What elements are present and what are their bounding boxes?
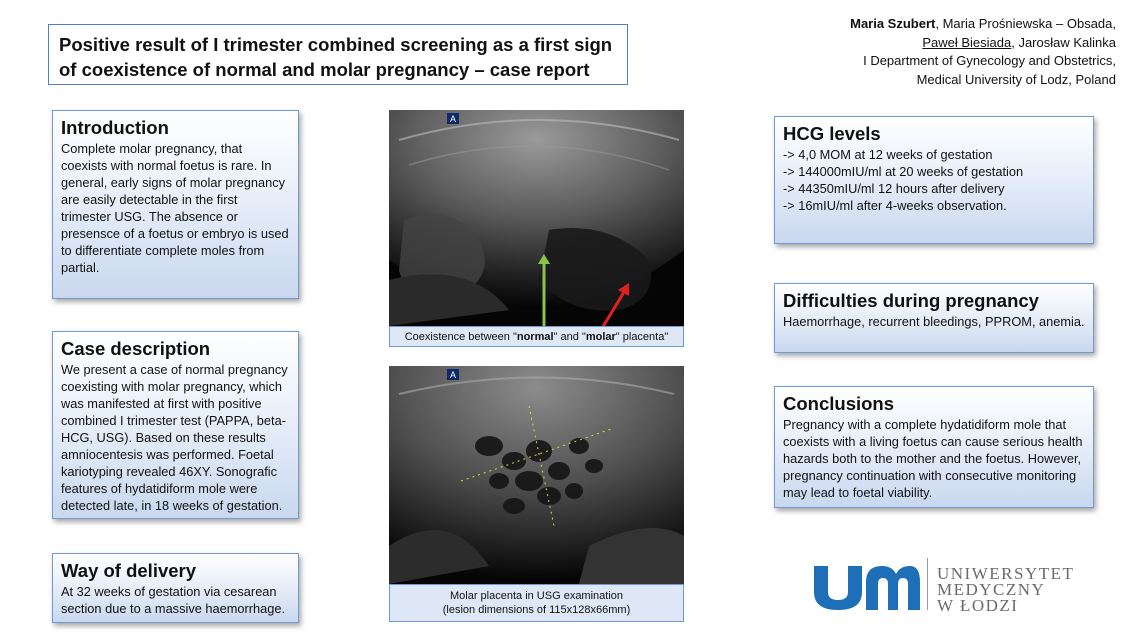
difficulties-body: Haemorrhage, recurrent bleedings, PPROM, anemia. <box>783 314 1085 329</box>
title-line-2: of coexistence of normal and molar pregnancy – case report <box>59 59 590 80</box>
logo-badge-bottom <box>447 369 459 380</box>
logo-word-2: MEDYCZNY <box>937 580 1046 599</box>
difficulties-heading: Difficulties during pregnancy <box>783 290 1039 311</box>
hcg-levels-box <box>774 116 1094 244</box>
usg-logo-glyph-bottom: A <box>449 370 457 380</box>
authors-rest-2: , Jarosław Kalinka <box>1011 34 1116 50</box>
case-description-box <box>52 331 299 519</box>
department: I Department of Gynecology and Obstetrics, <box>863 53 1116 68</box>
caption-normal-word: normal <box>516 330 554 343</box>
usg-image-molar <box>389 366 684 584</box>
authors-rest-1: , Maria Prośniewska – Obsada, <box>935 16 1116 31</box>
poster-title <box>59 32 617 82</box>
authors-block <box>696 15 1116 89</box>
university-logo <box>812 556 1092 616</box>
poster-title-box <box>48 24 628 85</box>
hcg-level-item: -> 44350mIU/ml 12 hours after delivery <box>783 181 1005 196</box>
caption-bottom-line-2: (lesion dimensions of 115x128x66mm) <box>442 604 631 616</box>
usg-logo-glyph-top: A <box>449 114 457 124</box>
title-line-1: Positive result of I trimester combined screening as a first sign <box>59 34 613 55</box>
caption-bottom-line-1: Molar placenta in USG examination <box>449 590 624 602</box>
introduction-body: Complete molar pregnancy, that coexists with normal foetus is rare. In general, early signs of molar pregnancy are easily detectable in the first trimester USG. The absence or presensce of a foetus or embryo is used to differentiate complete moles from partial. <box>61 141 289 275</box>
conclusions-heading: Conclusions <box>783 393 895 414</box>
hcg-level-item: -> 16mIU/ml after 4-weeks observation. <box>783 198 1007 213</box>
usg-caption-top: Coexistence between "normal" and "molar" placenta" <box>389 326 684 347</box>
um-monogram-icon <box>812 562 920 612</box>
conclusions-box <box>774 386 1094 508</box>
way-of-delivery-body: At 32 weeks of gestation via cesarean section due to a massive haemorrhage. <box>61 584 286 616</box>
conclusions-body: Pregnancy with a complete hydatidiform mole that coexists with a living foetus can cause serious health hazards both to the mother and the foetus. However, pregnancy continuation with consecutive monitoring may lead to foetal viability. <box>783 417 1083 500</box>
university: Medical University of Lodz, Poland <box>916 71 1116 87</box>
logo-word-1: UNIWERSYTET <box>937 564 1075 583</box>
case-description-body: We present a case of normal pregnancy coexisting with molar pregnancy, which was manifested at first with positive combined I trimester test (PAPPA, beta-HCG, USG). Based on these results amniocentesis was performed. Foetal kariotyping revealed 46XY. Sonografic features of hydatidiform mole were detected late, in 18 weeks of gestation. <box>61 362 288 513</box>
introduction-heading: Introduction <box>61 117 169 138</box>
hcg-level-item: -> 4,0 MOM at 12 weeks of gestation <box>783 147 993 162</box>
logo-word-3: W ŁODZI <box>937 596 1019 615</box>
case-description-heading: Case description <box>61 338 211 359</box>
way-of-delivery-heading: Way of delivery <box>61 560 197 581</box>
first-author: Maria Szubert <box>850 16 936 31</box>
caption-molar-word: molar <box>585 330 616 343</box>
hcg-levels-list <box>783 146 1085 214</box>
difficulties-box <box>774 283 1094 353</box>
introduction-box <box>52 110 299 299</box>
way-of-delivery-box <box>52 553 299 623</box>
usg-caption-bottom <box>389 584 684 622</box>
hcg-levels-heading: HCG levels <box>783 123 881 144</box>
logo-divider <box>927 558 928 610</box>
usg-image-coexistence <box>389 110 684 326</box>
hcg-level-item: -> 144000mIU/ml at 20 weeks of gestation <box>783 164 1024 179</box>
underlined-author: Paweł Biesiada <box>922 34 1012 50</box>
logo-badge <box>447 113 459 124</box>
